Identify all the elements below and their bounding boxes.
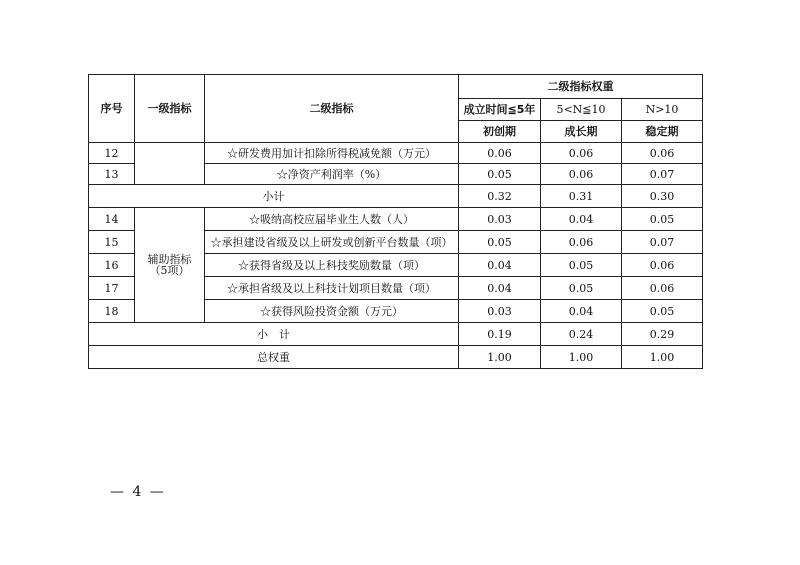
row-indicator: ☆获得风险投资金额（万元）	[205, 300, 459, 323]
header-level2: 二级指标	[205, 75, 459, 143]
subtotal-label: 小 计	[89, 323, 459, 346]
header-stage-condition: N>10	[622, 99, 703, 121]
aux-group-name: 辅助指标	[147, 253, 192, 266]
row-indicator: ☆净资产利润率（%）	[205, 164, 459, 185]
table-row	[89, 143, 703, 164]
row-weight: 0.04	[541, 300, 622, 323]
total-weight: 1.00	[459, 346, 541, 369]
subtotal-label: 小计	[89, 185, 459, 208]
header-stage-condition: 5<N≦10	[541, 99, 622, 121]
row-weight: 0.04	[459, 277, 541, 300]
row-weight: 0.06	[459, 143, 541, 164]
subtotal-row	[89, 185, 703, 208]
row-weight: 0.06	[622, 143, 703, 164]
row-seq: 16	[89, 254, 135, 277]
weights-table	[88, 74, 703, 369]
aux-group-count: （5项）	[149, 264, 190, 277]
subtotal-weight: 0.24	[541, 323, 622, 346]
row-seq: 17	[89, 277, 135, 300]
subtotal-weight: 0.19	[459, 323, 541, 346]
row-seq: 18	[89, 300, 135, 323]
row-indicator: ☆研发费用加计扣除所得税减免额（万元）	[205, 143, 459, 164]
row-weight: 0.04	[459, 254, 541, 277]
row-seq: 14	[89, 208, 135, 231]
row-seq: 13	[89, 164, 135, 185]
row-weight: 0.07	[622, 231, 703, 254]
row-weight: 0.05	[622, 300, 703, 323]
subtotal-weight: 0.29	[622, 323, 703, 346]
table-row	[89, 208, 703, 231]
total-weight: 1.00	[622, 346, 703, 369]
row-weight: 0.06	[622, 277, 703, 300]
subtotal-weight: 0.32	[459, 185, 541, 208]
total-row	[89, 346, 703, 369]
subtotal-weight: 0.31	[541, 185, 622, 208]
row-weight: 0.05	[541, 254, 622, 277]
row-weight: 0.03	[459, 300, 541, 323]
subtotal-row	[89, 323, 703, 346]
aux-group-cell	[135, 208, 205, 323]
header-stage-name: 稳定期	[622, 121, 703, 143]
page-number: — 4 —	[110, 484, 166, 500]
level1-cell-empty	[135, 143, 205, 185]
header-seq: 序号	[89, 75, 135, 143]
row-indicator: ☆吸纳高校应届毕业生人数（人）	[205, 208, 459, 231]
row-weight: 0.06	[541, 164, 622, 185]
row-weight: 0.06	[541, 143, 622, 164]
row-weight: 0.06	[541, 231, 622, 254]
row-seq: 12	[89, 143, 135, 164]
total-label: 总权重	[89, 346, 459, 369]
header-stage-name: 成长期	[541, 121, 622, 143]
header-weight-group: 二级指标权重	[459, 75, 703, 99]
row-weight: 0.03	[459, 208, 541, 231]
row-weight: 0.05	[459, 231, 541, 254]
row-seq: 15	[89, 231, 135, 254]
header-level1: 一级指标	[135, 75, 205, 143]
subtotal-weight: 0.30	[622, 185, 703, 208]
row-weight: 0.07	[622, 164, 703, 185]
row-weight: 0.05	[459, 164, 541, 185]
row-indicator: ☆获得省级及以上科技奖励数量（项）	[205, 254, 459, 277]
row-weight: 0.05	[541, 277, 622, 300]
row-weight: 0.05	[622, 208, 703, 231]
header-stage-name: 初创期	[459, 121, 541, 143]
row-weight: 0.04	[541, 208, 622, 231]
row-indicator: ☆承担省级及以上科技计划项目数量（项）	[205, 277, 459, 300]
total-weight: 1.00	[541, 346, 622, 369]
header-stage-condition: 成立时间≦5年	[459, 99, 541, 121]
row-weight: 0.06	[622, 254, 703, 277]
row-indicator: ☆承担建设省级及以上研发或创新平台数量（项）	[205, 231, 459, 254]
